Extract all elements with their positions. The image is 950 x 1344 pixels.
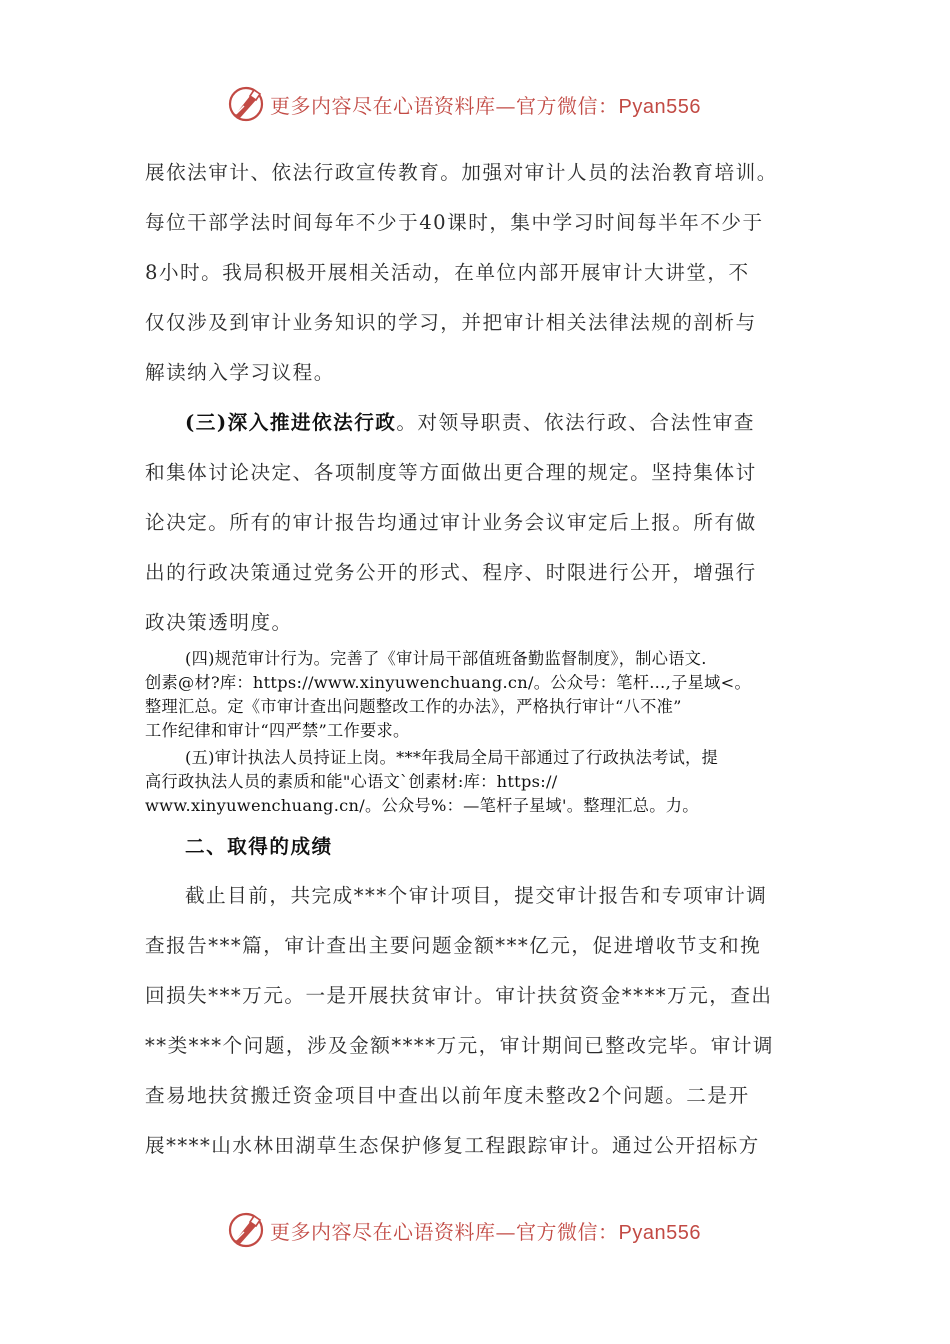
section-four-line: 工作纪律和审计“四严禁”工作要求。 [145, 721, 410, 740]
section-five-line: (五)审计执法人员持证上岗。***年我局全局干部通过了行政执法考试，提 [185, 748, 719, 767]
paragraph-line: 政决策透明度。 [145, 611, 293, 634]
paragraph-line: 截止目前，共完成***个审计项目，提交审计报告和专项审计调 [185, 884, 768, 907]
pen-nib-logo-icon [226, 84, 266, 124]
header-watermark-banner [226, 82, 701, 126]
paragraph-line: 和集体讨论决定、各项制度等方面做出更合理的规定。坚持集体讨 [145, 461, 757, 484]
paragraph-line: 8小时。我局积极开展相关活动，在单位内部开展审计大讲堂，不 [145, 261, 750, 284]
paragraph-line: 展依法审计、依法行政宣传教育。加强对审计人员的法治教育培训。 [145, 161, 778, 184]
section-three-text: 。对领导职责、依法行政、合法性审查 [396, 411, 755, 434]
section-five-line: 高行政执法人员的素质和能"心语文`创素材:库：https:// [145, 772, 558, 791]
banner-text: 更多内容尽在心语资料库—官方微信：Pyan556 [270, 93, 701, 118]
paragraph-line: 出的行政决策通过党务公开的形式、程序、时限进行公开，增强行 [145, 561, 757, 584]
paragraph-line: 查报告***篇，审计查出主要问题金额***亿元，促进增收节支和挽 [145, 934, 762, 957]
banner-text: 更多内容尽在心语资料库—官方微信：Pyan556 [270, 1219, 701, 1244]
paragraph-line: 论决定。所有的审计报告均通过审计业务会议审定后上报。所有做 [145, 511, 757, 534]
paragraph-line: 每位干部学法时间每年不少于40课时，集中学习时间每半年不少于 [145, 211, 764, 234]
pen-nib-logo-icon [226, 1210, 266, 1250]
section-five-line: www.xinyuwenchuang.cn/。公众号%：—笔杆子星域'。整理汇总。力。 [145, 796, 699, 815]
section-three-heading: (三)深入推进依法行政 [185, 411, 397, 434]
section-three-line [185, 406, 755, 435]
footer-watermark-banner [226, 1208, 701, 1252]
paragraph-line: 解读纳入学习议程。 [145, 361, 335, 384]
banner-brand: Pyan556 [618, 1221, 701, 1244]
paragraph-line: 仅仅涉及到审计业务知识的学习，并把审计相关法律法规的剖析与 [145, 311, 757, 334]
section-heading-achievements: 二、取得的成绩 [185, 835, 333, 858]
banner-brand: Pyan556 [618, 95, 701, 118]
paragraph-line: 查易地扶贫搬迁资金项目中查出以前年度未整改2个问题。二是开 [145, 1084, 750, 1107]
paragraph-line: 回损失***万元。一是开展扶贫审计。审计扶贫资金****万元，查出 [145, 984, 773, 1007]
section-four-line: 创素@材?库：https://www.xinyuwenchuang.cn/。公众号：笔杆…,子星域<。 [145, 673, 751, 692]
section-four-line: (四)规范审计行为。完善了《审计局干部值班备勤监督制度》，制心语文. [185, 649, 707, 668]
section-four-line: 整理汇总。定《市审计查出问题整改工作的办法》，严格执行审计“八不准” [145, 697, 682, 716]
paragraph-line: 展****山水林田湖草生态保护修复工程跟踪审计。通过公开招标方 [145, 1134, 760, 1157]
paragraph-line: **类***个问题，涉及金额****万元，审计期间已整改完毕。审计调 [145, 1034, 775, 1057]
